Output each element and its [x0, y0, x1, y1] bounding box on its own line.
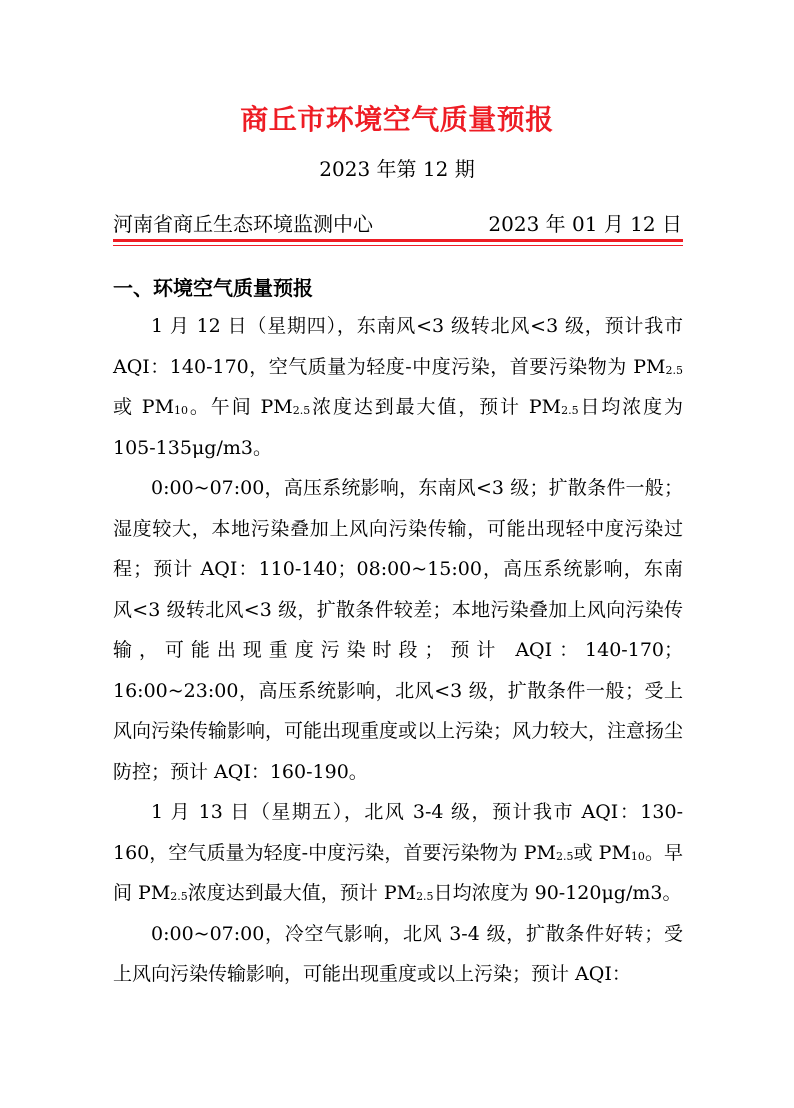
paragraph-jan13-summary: [113, 792, 683, 914]
agency-name: 河南省商丘生态环境监测中心: [113, 212, 373, 236]
subscript: 2.5: [292, 404, 311, 417]
text-run: 日均浓度为 90-120μg/m3。: [433, 882, 682, 904]
text-run: 。午间 PM: [188, 396, 293, 418]
text-run: 浓度达到最大值，预计 PM: [310, 396, 562, 418]
report-body: [113, 306, 683, 995]
subscript: 2.5: [416, 890, 434, 903]
section-heading: 一、环境空气质量预报: [113, 276, 313, 300]
issue-number: 2023 年第 12 期: [319, 157, 475, 181]
subscript: 2.5: [561, 404, 579, 417]
text-run: 1 月 13 日（星期五），北风 3-4 级，预计我市 AQI：130-160，空气质量为轻度-中度污染，首要污染物为 PM: [113, 801, 683, 864]
issue-date: 2023 年 01 月 12 日: [488, 212, 682, 236]
subscript: 2.5: [555, 849, 574, 863]
text-run: 浓度达到最大值，预计 PM: [187, 882, 417, 904]
text-run: 。早间 PM: [113, 841, 683, 904]
paragraph-jan12-detail: 0:00~07:00，高压系统影响，东南风<3 级；扩散条件一般；湿度较大，本地污染叠加上风向污染传输，可能出现轻中度污染过程；预计 AQI：110-140；08:00~15:00，高压系统影响，东南风<3 级转北风<3 级，扩散条件较差；本地污染叠加上风向污染传输，可能出现重度污染时段；预计 AQI：140-170；16:00~23:00，高压系统影响，北风<3 级，扩散条件一般；受上风向污染传输影响，可能出现重度或以上污染；风力较大，注意扬尘防控；预计 AQI：160-190。: [113, 477, 684, 783]
text-run: 或 PM: [113, 396, 175, 418]
text-run: 1 月 12 日（星期四），东南风<3 级转北风<3 级，预计我市 AQI：140-170，空气质量为轻度-中度污染，首要污染物为 PM: [113, 315, 683, 378]
header-rule-thin: [113, 245, 683, 246]
report-title: 商丘市环境空气质量预报: [240, 103, 554, 136]
subscript: 10: [630, 849, 645, 863]
paragraph-jan13-detail: 0:00~07:00，冷空气影响，北风 3-4 级，扩散条件好转；受上风向污染传输影响，可能出现重度或以上污染；预计 AQI：: [113, 922, 683, 985]
paragraph-jan12-summary: [113, 306, 683, 468]
subscript: 10: [174, 404, 189, 417]
header-rule-thick: [113, 239, 683, 242]
subscript: 2.5: [665, 363, 683, 377]
text-run: 或 PM: [573, 841, 631, 864]
text-run: 日均浓度为 105-135μg/m3。: [113, 396, 683, 459]
subscript: 2.5: [170, 890, 188, 903]
